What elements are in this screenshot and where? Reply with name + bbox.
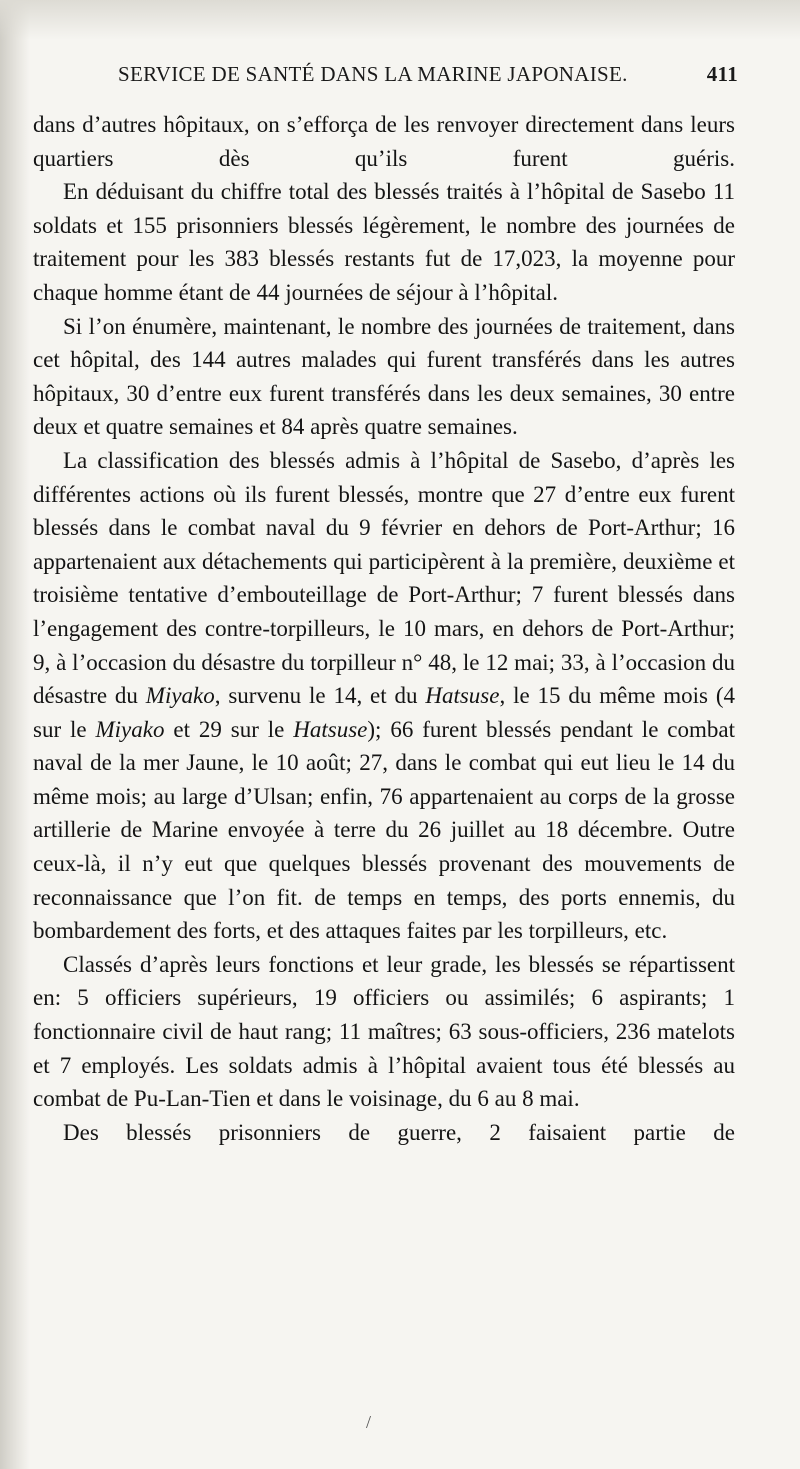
page-binding-shadow — [0, 0, 30, 1469]
paragraph-blesses-sasebo: En déduisant du chiffre total des blessés traités à l’hôpital de Sasebo 11 soldats et 155 prisonniers blessés légèrement, le nombre des journées de traitement pour les 383 blessés restants fut de 17,023, la moyenne pour chaque homme étant de 44 journées de séjour à l’hôpital. — [33, 179, 735, 305]
body-text — [33, 108, 735, 1149]
text-segment: , le 15 du même mois (4 sur le — [33, 683, 736, 742]
ship-name-hatsuse: Hatsuse — [293, 716, 368, 742]
paragraph-classification — [33, 444, 735, 948]
page-number: 411 — [706, 62, 738, 86]
footer-mark: / — [366, 1412, 372, 1432]
paragraph-continued: dans d’autres hôpitaux, on s’efforça de les renvoyer directement dans leurs quartiers dès qu’ils furent guéris. — [33, 112, 735, 171]
paragraph-prisonniers: Des blessés prisonniers de guerre, 2 faisaient partie de — [63, 1119, 735, 1145]
page-top-shadow — [0, 0, 800, 40]
paragraph-journees-traitement: Si l’on énumère, maintenant, le nombre des journées de traitement, dans cet hôpital, des 144 autres malades qui furent transférés dans les autres hôpitaux, 30 d’entre eux furent transférés dans les deux semaines, 30 entre deux et quatre semaines et 84 après quatre semaines. — [33, 313, 735, 440]
running-header — [118, 62, 738, 96]
text-segment: La classification des blessés admis à l’hôpital de Sasebo, d’après les différentes actions où ils furent blessés, montre que 27 d’entre eux furent blessés dans le combat naval du 9 février en dehors de Port-Arthur; 16 appartenaient aux détachements qui participèrent à la première, deuxième et troisième tentative d’embouteillage de Port-Arthur; 7 furent blessés dans l’engagement des contre-torpilleurs, le 10 mars, en dehors de Port-Arthur; 9, à l’occasion du désastre du torpilleur n° 48, le 12 mai; 33, à l’occasion du désastre du — [33, 447, 735, 709]
ship-name-miyako: Miyako — [95, 716, 165, 742]
ship-name-hatsuse: Hatsuse — [425, 683, 500, 709]
ship-name-miyako: Miyako — [145, 683, 215, 709]
running-title: SERVICE DE SANTÉ DANS LA MARINE JAPONAISE. — [118, 62, 628, 86]
text-segment: et 29 sur le — [164, 716, 294, 742]
text-segment: , survenu le 14, et du — [214, 683, 426, 709]
paragraph-grades: Classés d’après leurs fonctions et leur grade, les blessés se répartissent en: 5 officiers supérieurs, 19 officiers ou assimilés; 6 aspirants; 1 fonctionnaire civil de haut rang; 11 maîtres; 63 sous-officiers, 236 matelots et 7 employés. Les soldats admis à l’hôpital avaient tous été blessés au combat de Pu-Lan-Tien et dans le voisinage, du 6 au 8 mai. — [33, 951, 735, 1112]
text-segment: ); 66 furent blessés pendant le combat naval de la mer Jaune, le 10 août; 27, dans le combat qui eut lieu le 14 du même mois; au large d’Ulsan; enfin, 76 appartenaient au corps de la grosse artillerie de Marine envoyée à terre du 26 juillet au 18 décembre. Outre ceux-là, il n’y eut que quelques blessés provenant des mouvements de reconnaissance que l’on fit. de temps en temps, des ports ennemis, du bombardement des forts, et des attaques faites par les torpilleurs, etc. — [33, 716, 735, 944]
